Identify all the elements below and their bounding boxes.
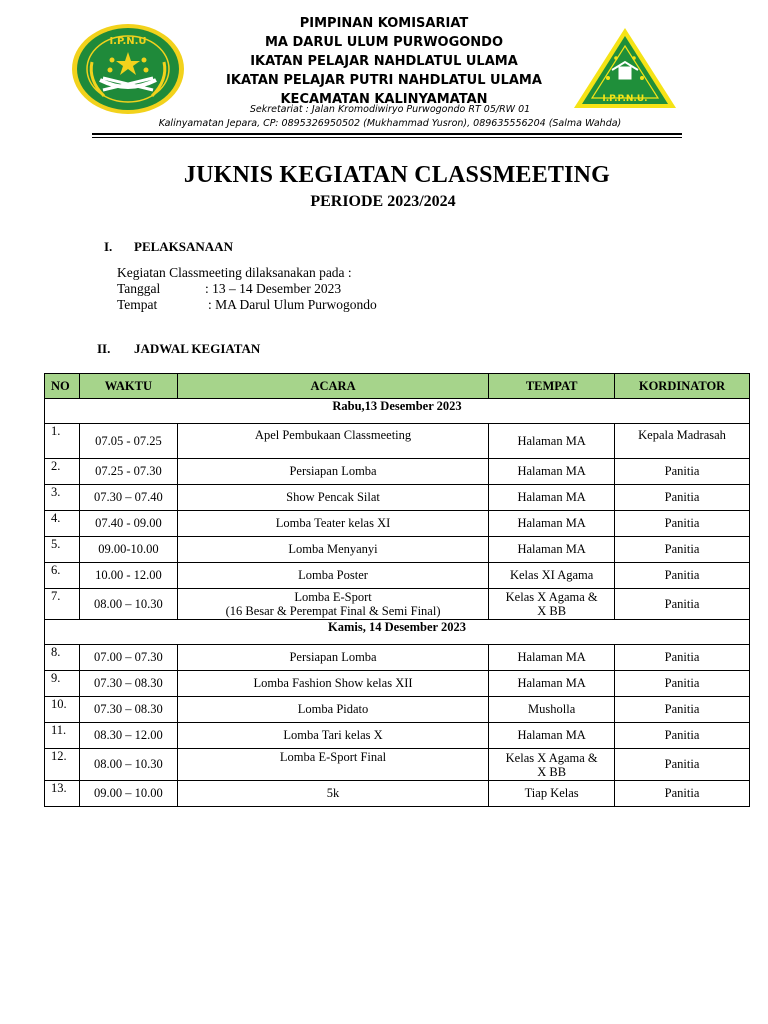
cell-tempat: Halaman MA: [489, 671, 615, 697]
tanggal-value: : 13 – 14 Desember 2023: [205, 281, 342, 296]
schedule-table: [44, 373, 750, 807]
cell-waktu: 07.30 – 08.30: [79, 671, 177, 697]
cell-acara: Show Pencak Silat: [177, 485, 488, 511]
pelaksanaan-intro: Kegiatan Classmeeting dilaksanakan pada :: [117, 265, 352, 280]
day-label: Rabu,13 Desember 2023: [45, 399, 750, 424]
table-row: [45, 459, 750, 485]
table-row: [45, 781, 750, 807]
cell-tempat: Halaman MA: [489, 485, 615, 511]
address-line-2: Kalinyamatan Jepara, CP: 0895326950502 (Mukhammad Yusron), 089635556204 (Salma Wahda): [158, 118, 622, 129]
cell-tempat: Halaman MA: [489, 537, 615, 563]
cell-acara: 5k: [177, 781, 488, 807]
header-line-2: MA DARUL ULUM PURWOGONDO: [264, 35, 504, 50]
cell-acara: Persiapan Lomba: [177, 645, 488, 671]
organization-name: [190, 14, 578, 109]
header-rule-thin: [92, 137, 682, 138]
tempat-value: : MA Darul Ulum Purwogondo: [208, 297, 377, 312]
cell-tempat: Tiap Kelas: [489, 781, 615, 807]
cell-waktu: 07.00 – 07.30: [79, 645, 177, 671]
cell-tempat: [489, 749, 615, 781]
cell-no: 5.: [45, 537, 80, 563]
cell-kordinator: Panitia: [615, 781, 750, 807]
document-title: JUKNIS KEGIATAN CLASSMEETING: [183, 162, 611, 188]
table-row: [45, 563, 750, 589]
address-line-1: Sekretariat : Jalan Kromodiwiryo Purwogondo RT 05/RW 01: [249, 104, 531, 115]
tanggal-label: Tanggal: [117, 281, 161, 296]
cell-acara: Lomba Pidato: [177, 697, 488, 723]
col-header-acara: ACARA: [177, 374, 488, 399]
cell-tempat: Halaman MA: [489, 459, 615, 485]
cell-acara: Persiapan Lomba: [177, 459, 488, 485]
cell-acara: Lomba Fashion Show kelas XII: [177, 671, 488, 697]
cell-kordinator: Panitia: [615, 537, 750, 563]
cell-waktu: 07.25 - 07.30: [79, 459, 177, 485]
ippnu-logo: [572, 26, 678, 110]
table-row: [45, 697, 750, 723]
acara-line-1: Lomba E-Sport: [294, 590, 372, 604]
cell-no: 10.: [45, 697, 80, 723]
cell-tempat: Halaman MA: [489, 723, 615, 749]
day-row: [45, 399, 750, 424]
table-row: [45, 537, 750, 563]
table-row: [45, 723, 750, 749]
cell-kordinator: Panitia: [615, 645, 750, 671]
cell-kordinator: Panitia: [615, 723, 750, 749]
cell-kordinator: Panitia: [615, 563, 750, 589]
cell-acara: Lomba Tari kelas X: [177, 723, 488, 749]
header-line-1: PIMPINAN KOMISARIAT: [299, 16, 469, 31]
table-row: [45, 671, 750, 697]
cell-waktu: 08.00 – 10.30: [79, 589, 177, 620]
cell-acara: Lomba Teater kelas XI: [177, 511, 488, 537]
section-number: I.: [104, 239, 113, 254]
col-header-tempat: TEMPAT: [489, 374, 615, 399]
document-subtitle: PERIODE 2023/2024: [310, 193, 456, 210]
cell-acara: Lomba Poster: [177, 563, 488, 589]
tempat-label: Tempat: [117, 297, 158, 312]
cell-tempat: Halaman MA: [489, 645, 615, 671]
cell-no: 9.: [45, 671, 80, 697]
cell-no: 8.: [45, 645, 80, 671]
cell-no: 11.: [45, 723, 80, 749]
cell-kordinator: Panitia: [615, 485, 750, 511]
section-label: JADWAL KEGIATAN: [134, 341, 261, 356]
cell-no: 2.: [45, 459, 80, 485]
cell-kordinator: Panitia: [615, 749, 750, 781]
cell-tempat: Musholla: [489, 697, 615, 723]
section-number: II.: [97, 341, 111, 356]
cell-waktu: 10.00 - 12.00: [79, 563, 177, 589]
acara-line-2: (16 Besar & Perempat Final & Semi Final): [225, 604, 441, 618]
cell-kordinator: Panitia: [615, 589, 750, 620]
cell-kordinator: Panitia: [615, 511, 750, 537]
table-row: [45, 485, 750, 511]
cell-waktu: 09.00 – 10.00: [79, 781, 177, 807]
ipnu-logo-text: I.P.N.U: [109, 36, 147, 47]
cell-kordinator: Kepala Madrasah: [615, 424, 750, 459]
secretariat-address: [130, 103, 650, 131]
cell-waktu: 08.30 – 12.00: [79, 723, 177, 749]
cell-kordinator: Panitia: [615, 697, 750, 723]
cell-no: 1.: [45, 424, 80, 459]
cell-kordinator: Panitia: [615, 459, 750, 485]
cell-waktu: 07.40 - 09.00: [79, 511, 177, 537]
table-row: [45, 749, 750, 781]
table-row: [45, 511, 750, 537]
ipnu-logo: [70, 22, 186, 116]
cell-no: 3.: [45, 485, 80, 511]
cell-tempat: Halaman MA: [489, 424, 615, 459]
cell-tempat: Kelas XI Agama: [489, 563, 615, 589]
cell-waktu: 07.30 – 07.40: [79, 485, 177, 511]
cell-acara: Apel Pembukaan Classmeeting: [177, 424, 488, 459]
table-row: [45, 589, 750, 620]
cell-waktu: 09.00-10.00: [79, 537, 177, 563]
tempat-line-2: X BB: [537, 764, 567, 779]
cell-waktu: 07.30 – 08.30: [79, 697, 177, 723]
cell-waktu: 08.00 – 10.30: [79, 749, 177, 781]
table-header-row: [45, 374, 750, 399]
cell-acara: Lomba Menyanyi: [177, 537, 488, 563]
cell-no: 12.: [45, 749, 80, 781]
cell-no: 6.: [45, 563, 80, 589]
table-row: [45, 424, 750, 459]
cell-acara: Lomba E-Sport Final: [177, 749, 488, 781]
col-header-waktu: WAKTU: [79, 374, 177, 399]
tempat-line-2: X BB: [537, 604, 567, 618]
col-header-kordinator: KORDINATOR: [615, 374, 750, 399]
cell-waktu: 07.05 - 07.25: [79, 424, 177, 459]
cell-acara: [177, 589, 488, 620]
tempat-line-1: Kelas X Agama &: [505, 590, 598, 604]
col-header-no: NO: [45, 374, 80, 399]
cell-tempat: [489, 589, 615, 620]
ippnu-logo-text: I.P.P.N.U.: [602, 94, 648, 104]
day-label: Kamis, 14 Desember 2023: [45, 620, 750, 645]
table-row: [45, 645, 750, 671]
cell-no: 4.: [45, 511, 80, 537]
header-line-5: KECAMATAN KALINYAMATAN: [280, 92, 488, 107]
cell-no: 7.: [45, 589, 80, 620]
tempat-line-1: Kelas X Agama &: [505, 750, 598, 765]
header-line-4: IKATAN PELAJAR PUTRI NAHDLATUL ULAMA: [226, 73, 542, 88]
cell-no: 13.: [45, 781, 80, 807]
header-line-3: IKATAN PELAJAR NAHDLATUL ULAMA: [250, 54, 518, 69]
cell-tempat: Halaman MA: [489, 511, 615, 537]
letterhead: [0, 0, 768, 140]
section-label: PELAKSANAAN: [134, 239, 233, 254]
header-rule-thick: [92, 133, 682, 135]
cell-kordinator: Panitia: [615, 671, 750, 697]
day-row: [45, 620, 750, 645]
